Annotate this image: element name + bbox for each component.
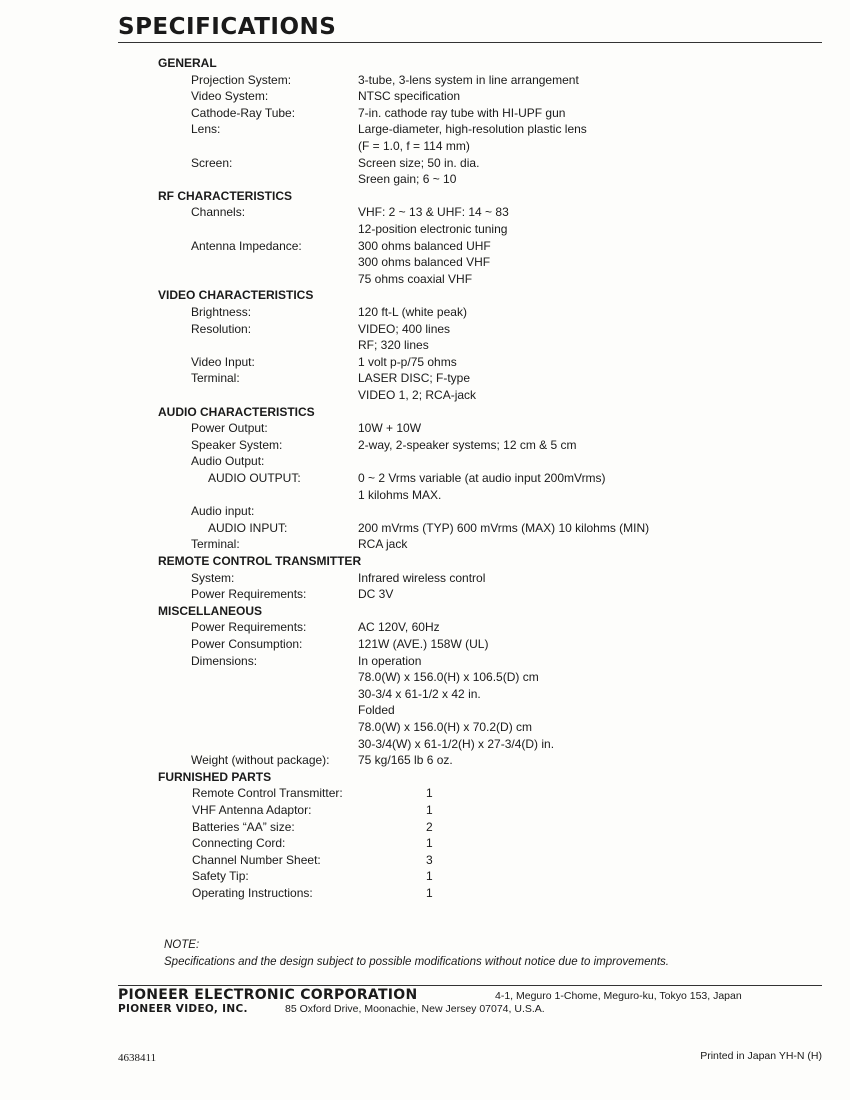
furnished-item-name: Remote Control Transmitter:: [192, 786, 343, 801]
corporation-address: 4-1, Meguro 1-Chome, Meguro-ku, Tokyo 153, Japan: [495, 990, 742, 1002]
spec-label: Power Output:: [191, 421, 268, 436]
spec-label: Power Requirements:: [191, 587, 307, 602]
spec-label: Projection System:: [191, 72, 292, 87]
spec-value: VIDEO 1, 2; RCA-jack: [358, 388, 477, 402]
spec-value: 75 kg/165 lb 6 oz.: [358, 753, 453, 768]
spec-label: Channels:: [191, 205, 246, 220]
corporation-name: PIONEER ELECTRONIC CORPORATION: [118, 987, 418, 1003]
section-heading: REMOTE CONTROL TRANSMITTER: [158, 554, 362, 568]
spec-value: AC 120V, 60Hz: [358, 620, 440, 635]
spec-label: System:: [191, 570, 235, 585]
spec-label: Brightness:: [191, 305, 252, 319]
spec-value: 75 ohms coaxial VHF: [358, 271, 473, 286]
section-heading: FURNISHED PARTS: [158, 769, 272, 784]
video-company-address: 85 Oxford Drive, Moonachie, New Jersey 07074, U.S.A.: [285, 1003, 545, 1015]
video-company-name: PIONEER VIDEO, INC.: [118, 1003, 248, 1015]
spec-value: 30-3/4(W) x 61-1/2(H) x 27-3/4(D) in.: [358, 736, 555, 751]
spec-label: Audio Output:: [191, 454, 265, 469]
spec-label: Audio input:: [191, 504, 255, 519]
spec-label: AUDIO INPUT:: [208, 520, 288, 535]
furnished-item-qty: 3: [426, 852, 433, 867]
spec-value: 300 ohms balanced VHF: [358, 255, 491, 270]
spec-label: Terminal:: [191, 537, 240, 552]
furnished-item-name: Safety Tip:: [192, 869, 249, 884]
spec-value: 30-3/4 x 61-1/2 x 42 in.: [358, 686, 481, 701]
spec-label: Resolution:: [191, 321, 252, 336]
section-heading: MISCELLANEOUS: [158, 603, 263, 618]
section-heading: RF CHARACTERISTICS: [158, 188, 292, 203]
spec-label: AUDIO OUTPUT:: [208, 471, 301, 485]
spec-value: 78.0(W) x 156.0(H) x 106.5(D) cm: [358, 670, 539, 685]
spec-value: DC 3V: [358, 587, 394, 602]
spec-value: 7-in. cathode ray tube with HI-UPF gun: [358, 105, 566, 120]
spec-label: Lens:: [191, 122, 221, 137]
furnished-item-qty: 1: [426, 836, 433, 851]
note-label: NOTE:: [164, 939, 200, 951]
section-heading: VIDEO CHARACTERISTICS: [158, 288, 314, 303]
furnished-item-qty: 1: [426, 869, 433, 884]
spec-value: 3-tube, 3-lens system in line arrangement: [358, 72, 579, 87]
spec-value: 12-position electronic tuning: [358, 222, 508, 236]
spec-label: Video System:: [191, 89, 269, 104]
spec-value: 121W (AVE.) 158W (UL): [358, 637, 489, 651]
furnished-item-name: VHF Antenna Adaptor:: [192, 803, 312, 817]
spec-value: 2-way, 2-speaker systems; 12 cm & 5 cm: [358, 437, 577, 452]
footer-divider: [118, 985, 822, 986]
spec-value: (F = 1.0, f = 114 mm): [358, 139, 470, 153]
spec-label: Speaker System:: [191, 437, 283, 452]
furnished-item-name: Connecting Cord:: [192, 836, 286, 851]
spec-value: RCA jack: [358, 537, 408, 552]
section-heading: GENERAL: [158, 56, 217, 70]
page-title: SPECIFICATIONS: [118, 14, 337, 40]
spec-value: Sreen gain; 6 ~ 10: [358, 172, 457, 187]
spec-label: Power Requirements:: [191, 620, 307, 635]
spec-value: LASER DISC; F-type: [358, 371, 471, 386]
spec-value: 78.0(W) x 156.0(H) x 70.2(D) cm: [358, 720, 533, 734]
spec-value: NTSC specification: [358, 89, 461, 104]
spec-value: 300 ohms balanced UHF: [358, 238, 491, 253]
spec-label: Video Input:: [191, 354, 255, 369]
spec-value: RF; 320 lines: [358, 338, 429, 353]
furnished-item-qty: 1: [426, 803, 433, 817]
spec-value: Large-diameter, high-resolution plastic lens: [358, 122, 587, 137]
spec-value: 0 ~ 2 Vrms variable (at audio input 200mVrms): [358, 471, 606, 485]
spec-value: Screen size; 50 in. dia.: [358, 155, 480, 170]
spec-label: Power Consumption:: [191, 637, 303, 651]
furnished-item-name: Channel Number Sheet:: [192, 852, 321, 867]
spec-value: 1 volt p-p/75 ohms: [358, 354, 457, 369]
spec-value: 10W + 10W: [358, 421, 422, 436]
printed-in: Printed in Japan YH-N (H): [700, 1050, 822, 1062]
spec-label: Screen:: [191, 155, 233, 170]
spec-value: VHF: 2 ~ 13 & UHF: 14 ~ 83: [358, 205, 509, 220]
spec-value: In operation: [358, 653, 422, 668]
spec-value: 200 mVrms (TYP) 600 mVrms (MAX) 10 kilohms (MIN): [358, 520, 650, 535]
spec-value: 120 ft-L (white peak): [358, 305, 467, 319]
spec-label: Dimensions:: [191, 653, 258, 668]
furnished-item-name: Operating Instructions:: [192, 886, 313, 900]
spec-label: Weight (without package):: [191, 753, 330, 768]
spec-value: Infrared wireless control: [358, 570, 486, 585]
furnished-item-qty: 1: [426, 786, 433, 801]
note-text: Specifications and the design subject to possible modifications without notice due to improvements.: [164, 956, 670, 968]
section-heading: AUDIO CHARACTERISTICS: [158, 404, 315, 419]
furnished-item-qty: 1: [426, 886, 433, 900]
spec-value: 1 kilohms MAX.: [358, 487, 442, 502]
spec-label: Terminal:: [191, 371, 240, 386]
spec-label: Cathode-Ray Tube:: [191, 105, 296, 120]
document-number: 4638411: [118, 1052, 157, 1064]
furnished-item-name: Batteries “AA” size:: [192, 819, 295, 834]
furnished-item-qty: 2: [426, 819, 433, 834]
spec-value: VIDEO; 400 lines: [358, 321, 451, 336]
spec-label: Antenna Impedance:: [191, 238, 302, 253]
spec-value: Folded: [358, 703, 395, 718]
